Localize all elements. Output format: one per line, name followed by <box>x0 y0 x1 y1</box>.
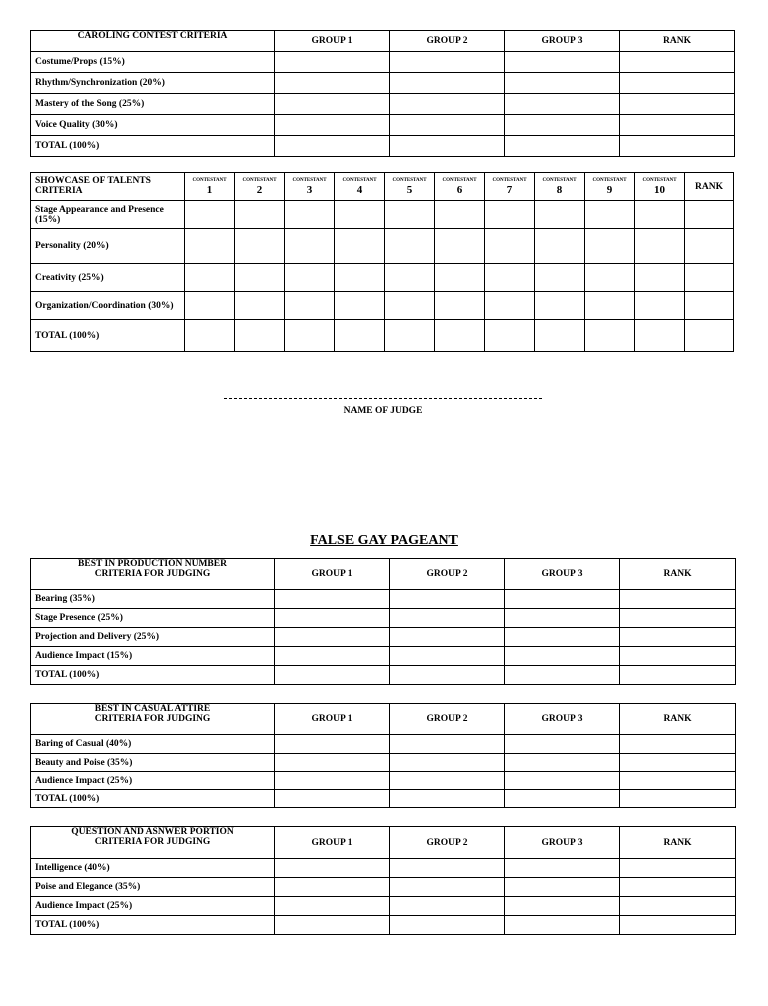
score-cell[interactable] <box>390 115 505 136</box>
rank-cell[interactable] <box>620 52 735 73</box>
score-cell[interactable] <box>585 264 635 292</box>
score-cell[interactable] <box>505 628 620 647</box>
caroling-row-mastery: Mastery of the Song (25%) <box>31 94 275 115</box>
score-cell[interactable] <box>390 136 505 157</box>
score-cell[interactable] <box>635 264 685 292</box>
contestant-8-header: CONTESTANT 8 <box>535 173 585 201</box>
score-cell[interactable] <box>505 73 620 94</box>
score-cell[interactable] <box>275 136 390 157</box>
score-cell[interactable] <box>275 115 390 136</box>
score-cell[interactable] <box>535 264 585 292</box>
score-cell[interactable] <box>275 897 390 916</box>
caroling-rank-header: RANK <box>620 31 735 52</box>
score-cell[interactable] <box>635 201 685 229</box>
score-cell[interactable] <box>390 878 505 897</box>
contestant-6-header: CONTESTANT 6 <box>435 173 485 201</box>
score-cell[interactable] <box>275 772 390 790</box>
score-cell[interactable] <box>505 136 620 157</box>
contestant-5-header: CONTESTANT 5 <box>385 173 435 201</box>
production-header-line2: CRITERIA FOR JUDGING <box>94 569 211 579</box>
rank-cell[interactable] <box>685 292 734 320</box>
judge-name-label: NAME OF JUDGE <box>343 406 423 416</box>
score-cell[interactable] <box>585 229 635 264</box>
score-cell[interactable] <box>275 590 390 609</box>
score-cell[interactable] <box>390 916 505 935</box>
score-cell[interactable] <box>505 52 620 73</box>
rank-cell[interactable] <box>620 735 736 754</box>
talents-row-creativity: Creativity (25%) <box>31 264 185 292</box>
score-cell[interactable] <box>585 292 635 320</box>
caroling-group-2-header: GROUP 2 <box>390 31 505 52</box>
score-cell[interactable] <box>275 735 390 754</box>
score-cell[interactable] <box>635 320 685 352</box>
qa-row-intelligence: Intelligence (40%) <box>31 859 275 878</box>
qa-row-total: TOTAL (100%) <box>31 916 275 935</box>
casual-header-line2: CRITERIA FOR JUDGING <box>94 714 211 724</box>
talents-row-organization: Organization/Coordination (30%) <box>31 292 185 320</box>
qa-criteria-table <box>30 826 736 935</box>
rank-cell[interactable] <box>620 136 735 157</box>
score-cell[interactable] <box>285 229 335 264</box>
contestant-2-header: CONTESTANT 2 <box>235 173 285 201</box>
score-cell[interactable] <box>275 628 390 647</box>
rank-cell[interactable] <box>620 94 735 115</box>
score-cell[interactable] <box>390 609 505 628</box>
score-cell[interactable] <box>335 201 385 229</box>
casual-group-1-header: GROUP 1 <box>275 704 390 735</box>
rank-cell[interactable] <box>620 754 736 772</box>
score-cell[interactable] <box>385 229 435 264</box>
score-cell[interactable] <box>390 754 505 772</box>
contestant-3-header: CONTESTANT 3 <box>285 173 335 201</box>
qa-group-2-header: GROUP 2 <box>390 827 505 859</box>
casual-row-baring: Baring of Casual (40%) <box>31 735 275 754</box>
production-header-line1: BEST IN PRODUCTION NUMBER <box>78 559 227 569</box>
score-cell[interactable] <box>385 292 435 320</box>
casual-criteria-table <box>30 703 736 808</box>
score-cell[interactable] <box>285 292 335 320</box>
talents-row-total: TOTAL (100%) <box>31 320 185 352</box>
score-cell[interactable] <box>435 201 485 229</box>
caroling-row-rhythm: Rhythm/Synchronization (20%) <box>31 73 275 94</box>
rank-cell[interactable] <box>620 73 735 94</box>
caroling-header: CAROLING CONTEST CRITERIA <box>31 31 275 52</box>
score-cell[interactable] <box>585 201 635 229</box>
rank-cell[interactable] <box>620 666 736 685</box>
rank-cell[interactable] <box>620 916 736 935</box>
production-row-audience: Audience Impact (15%) <box>31 647 275 666</box>
score-cell[interactable] <box>505 897 620 916</box>
score-cell[interactable] <box>390 790 505 808</box>
score-cell[interactable] <box>505 916 620 935</box>
score-cell[interactable] <box>285 201 335 229</box>
score-cell[interactable] <box>635 229 685 264</box>
talents-row-stage: Stage Appearance and Presence (15%) <box>31 201 185 229</box>
score-cell[interactable] <box>505 754 620 772</box>
score-cell[interactable] <box>235 292 285 320</box>
score-cell[interactable] <box>275 754 390 772</box>
score-cell[interactable] <box>275 73 390 94</box>
casual-header-line1: BEST IN CASUAL ATTIRE <box>94 704 211 714</box>
score-cell[interactable] <box>235 264 285 292</box>
score-cell[interactable] <box>485 229 535 264</box>
score-cell[interactable] <box>275 52 390 73</box>
rank-cell[interactable] <box>620 772 736 790</box>
score-cell[interactable] <box>185 201 235 229</box>
caroling-group-1-header: GROUP 1 <box>275 31 390 52</box>
contestant-4-header: CONTESTANT 4 <box>335 173 385 201</box>
production-header <box>31 559 275 590</box>
score-cell[interactable] <box>335 229 385 264</box>
score-cell[interactable] <box>435 320 485 352</box>
qa-rank-header: RANK <box>620 827 736 859</box>
score-cell[interactable] <box>385 201 435 229</box>
score-cell[interactable] <box>275 859 390 878</box>
rank-cell[interactable] <box>620 790 736 808</box>
qa-group-3-header: GROUP 3 <box>505 827 620 859</box>
score-cell[interactable] <box>235 201 285 229</box>
caroling-group-3-header: GROUP 3 <box>505 31 620 52</box>
score-cell[interactable] <box>185 229 235 264</box>
rank-cell[interactable] <box>685 201 734 229</box>
casual-header <box>31 704 275 735</box>
score-cell[interactable] <box>235 229 285 264</box>
production-group-1-header: GROUP 1 <box>275 559 390 590</box>
score-cell[interactable] <box>275 790 390 808</box>
score-cell[interactable] <box>285 320 335 352</box>
score-cell[interactable] <box>505 94 620 115</box>
production-criteria-table <box>30 558 736 685</box>
score-cell[interactable] <box>185 264 235 292</box>
production-row-projection: Projection and Delivery (25%) <box>31 628 275 647</box>
production-group-3-header: GROUP 3 <box>505 559 620 590</box>
score-cell[interactable] <box>435 229 485 264</box>
score-cell[interactable] <box>335 264 385 292</box>
talents-header: SHOWCASE OF TALENTS CRITERIA <box>31 173 185 201</box>
rank-cell[interactable] <box>620 590 736 609</box>
score-cell[interactable] <box>585 320 635 352</box>
score-cell[interactable] <box>505 735 620 754</box>
score-cell[interactable] <box>485 201 535 229</box>
score-cell[interactable] <box>185 292 235 320</box>
score-cell[interactable] <box>390 772 505 790</box>
rank-cell[interactable] <box>620 878 736 897</box>
qa-group-1-header: GROUP 1 <box>275 827 390 859</box>
score-cell[interactable] <box>390 52 505 73</box>
caroling-row-voice: Voice Quality (30%) <box>31 115 275 136</box>
score-cell[interactable] <box>390 94 505 115</box>
score-cell[interactable] <box>535 292 585 320</box>
score-cell[interactable] <box>505 772 620 790</box>
casual-row-total: TOTAL (100%) <box>31 790 275 808</box>
casual-group-2-header: GROUP 2 <box>390 704 505 735</box>
production-row-total: TOTAL (100%) <box>31 666 275 685</box>
score-cell[interactable] <box>435 264 485 292</box>
score-cell[interactable] <box>275 647 390 666</box>
production-row-bearing: Bearing (35%) <box>31 590 275 609</box>
qa-row-audience: Audience Impact (25%) <box>31 897 275 916</box>
qa-header-line2: CRITERIA FOR JUDGING <box>94 837 211 847</box>
rank-cell[interactable] <box>620 628 736 647</box>
score-cell[interactable] <box>635 292 685 320</box>
score-cell[interactable] <box>485 264 535 292</box>
score-cell[interactable] <box>185 320 235 352</box>
score-cell[interactable] <box>535 201 585 229</box>
score-cell[interactable] <box>385 264 435 292</box>
score-cell[interactable] <box>505 666 620 685</box>
score-cell[interactable] <box>285 264 335 292</box>
production-rank-header: RANK <box>620 559 736 590</box>
score-cell[interactable] <box>275 666 390 685</box>
casual-group-3-header: GROUP 3 <box>505 704 620 735</box>
rank-cell[interactable] <box>620 115 735 136</box>
score-cell[interactable] <box>275 916 390 935</box>
casual-row-beauty: Beauty and Poise (35%) <box>31 754 275 772</box>
talents-rank-header: RANK <box>685 173 734 201</box>
qa-header <box>31 827 275 859</box>
rank-cell[interactable] <box>620 647 736 666</box>
judge-signature-line[interactable] <box>224 398 542 399</box>
qa-header-line1: QUESTION AND ASNWER PORTION <box>71 827 234 837</box>
score-cell[interactable] <box>390 628 505 647</box>
score-cell[interactable] <box>535 229 585 264</box>
score-cell[interactable] <box>390 735 505 754</box>
score-cell[interactable] <box>390 666 505 685</box>
score-cell[interactable] <box>435 292 485 320</box>
score-cell[interactable] <box>505 790 620 808</box>
contestant-1-header: CONTESTANT 1 <box>185 173 235 201</box>
qa-row-poise: Poise and Elegance (35%) <box>31 878 275 897</box>
score-cell[interactable] <box>485 320 535 352</box>
score-cell[interactable] <box>275 609 390 628</box>
score-cell[interactable] <box>505 590 620 609</box>
rank-cell[interactable] <box>620 897 736 916</box>
pageant-title: FALSE GAY PAGEANT <box>310 533 458 548</box>
contestant-10-header: CONTESTANT 10 <box>635 173 685 201</box>
score-cell[interactable] <box>275 878 390 897</box>
score-cell[interactable] <box>485 292 535 320</box>
rank-cell[interactable] <box>685 264 734 292</box>
rank-cell[interactable] <box>685 229 734 264</box>
score-cell[interactable] <box>505 115 620 136</box>
contestant-9-header: CONTESTANT 9 <box>585 173 635 201</box>
caroling-criteria-table <box>30 30 735 157</box>
score-cell[interactable] <box>390 897 505 916</box>
rank-cell[interactable] <box>620 859 736 878</box>
contestant-7-header: CONTESTANT 7 <box>485 173 535 201</box>
score-cell[interactable] <box>505 647 620 666</box>
score-cell[interactable] <box>390 859 505 878</box>
casual-rank-header: RANK <box>620 704 736 735</box>
talents-row-personality: Personality (20%) <box>31 229 185 264</box>
rank-cell[interactable] <box>620 609 736 628</box>
score-cell[interactable] <box>390 73 505 94</box>
caroling-row-total: TOTAL (100%) <box>31 136 275 157</box>
production-group-2-header: GROUP 2 <box>390 559 505 590</box>
score-cell[interactable] <box>335 320 385 352</box>
score-cell[interactable] <box>505 609 620 628</box>
score-cell[interactable] <box>235 320 285 352</box>
production-row-stage-presence: Stage Presence (25%) <box>31 609 275 628</box>
caroling-row-costume: Costume/Props (15%) <box>31 52 275 73</box>
score-cell[interactable] <box>385 320 435 352</box>
score-cell[interactable] <box>390 647 505 666</box>
score-cell[interactable] <box>535 320 585 352</box>
score-cell[interactable] <box>505 878 620 897</box>
score-cell[interactable] <box>335 292 385 320</box>
score-cell[interactable] <box>275 94 390 115</box>
rank-cell[interactable] <box>685 320 734 352</box>
talents-criteria-table <box>30 172 734 352</box>
score-cell[interactable] <box>390 590 505 609</box>
score-cell[interactable] <box>505 859 620 878</box>
casual-row-audience: Audience Impact (25%) <box>31 772 275 790</box>
